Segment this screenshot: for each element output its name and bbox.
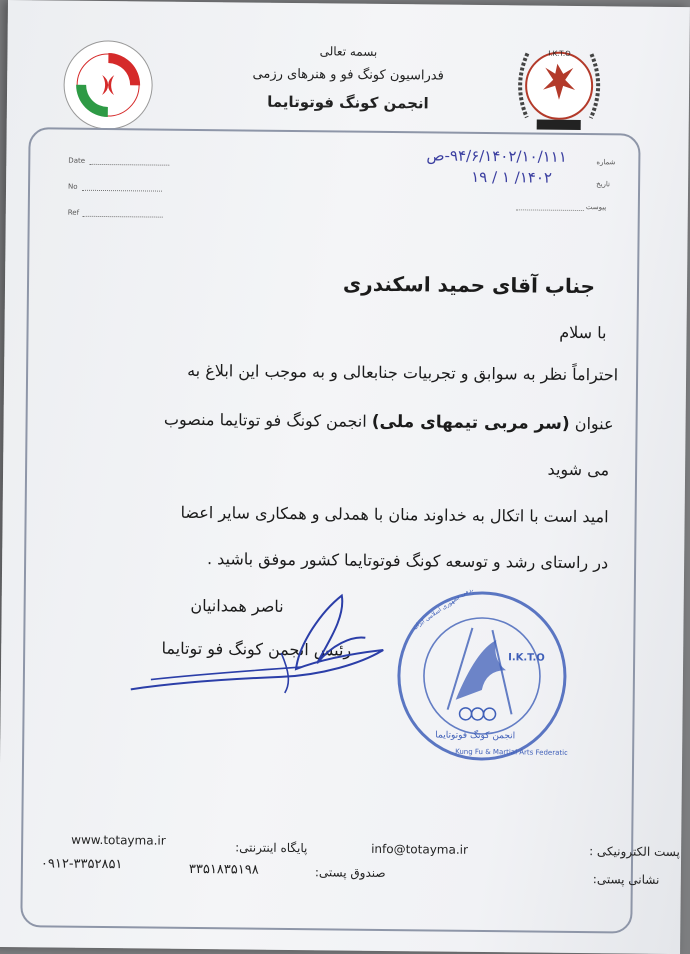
stamp-center-label: I.K.T.O (508, 652, 545, 664)
number-label: شماره (596, 158, 616, 167)
association-name: انجمن کونگ فوتوتایما (267, 92, 429, 113)
email-value: info@totayma.ir (371, 841, 469, 857)
website-label: پایگاه اینترنتی: (235, 840, 308, 856)
address-label: نشانی پستی: (592, 872, 660, 887)
body-line-3: می شوید (547, 459, 610, 480)
ref-field: Ref (68, 209, 163, 218)
federation-name: فدراسیون کونگ فو و هنرهای رزمی (252, 66, 444, 84)
date-label: تاریخ (596, 180, 611, 189)
date-field: Date (68, 157, 169, 166)
no-field: No (68, 183, 162, 192)
letter-frame (20, 127, 640, 933)
signatory-title: رئیس انجمن کونگ فو توتایما (161, 638, 352, 660)
body-line-1: احتراماً نظر به سوابق و تجربیات جنابعالی و به موجب این ابلاغ به (187, 360, 619, 385)
letter-number: ۹۴/۶/۱۴۰۲/۱۰/۱۱۱-ص (426, 146, 567, 166)
invocation-text: بسمه تعالی (319, 44, 378, 59)
stamp-latin-text: Kung Fu & Martial Arts Federation (455, 747, 569, 757)
body-line-5: در راستای رشد و توسعه کونگ فوتوتایما کشور موفق باشید . (206, 549, 609, 573)
phone-value: ۰۹۱۲-۳۳۵۲۸۵۱ (40, 856, 123, 873)
attachment-label: پیوست (585, 203, 607, 212)
pobox-label: صندوق پستی: (314, 865, 386, 881)
pobox-value: ۳۳۵۱۸۳۵۱۹۸ (188, 861, 259, 878)
itko-logo-label: I.K.T.O (548, 49, 571, 58)
signature-icon (121, 581, 402, 704)
body-line-4: امید است با اتکال به خداوند منان با همدلی و همکاری سایر اعضا (180, 502, 609, 527)
itko-emblem-icon (507, 33, 612, 140)
greeting: با سلام (559, 322, 607, 343)
email-label: پست الکترونیکی : (589, 844, 680, 860)
association-stamp-icon (395, 589, 569, 763)
letter-date: ۱۴۰۲/ ۱ / ۱۹ (471, 167, 553, 187)
website-value: www.totayma.ir (71, 832, 166, 848)
recipient: جناب آقای حمید اسکندری (342, 271, 596, 299)
appointment-title: (سر مربی تیمهای ملی) (371, 411, 570, 434)
federation-emblem-icon (62, 39, 155, 132)
stamp-bottom-text: انجمن کونگ فوتوتایما (435, 730, 516, 742)
body-line-2: عنوان (سر مربی تیمهای ملی) انجمن کونگ فو توتایما منصوب (163, 409, 614, 434)
signatory-name: ناصر همدانیان (190, 595, 284, 616)
